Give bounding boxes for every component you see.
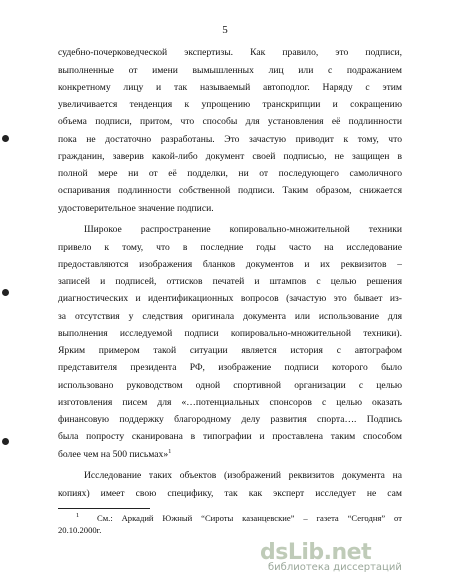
text-line: Ярким примером такой ситуации является история с автографом	[58, 345, 402, 356]
text-line: пока не достаточно разработаны. Это зачастую приводит к тому, что	[58, 134, 402, 145]
text-line: за отсутствия у следствия оригинала документа или использование для	[58, 311, 402, 322]
text-line: гражданин, заверив какой-либо документ своей подписью, не защищен в	[58, 151, 402, 162]
page-number: 5	[222, 24, 228, 36]
punch-hole-mark	[2, 438, 9, 445]
text-line: выполнения исследуемой подписи копировально-множительной техники).	[58, 328, 402, 339]
text-line: увеличивается тенденция к упрощению транскрипции и сокращению	[58, 99, 402, 110]
footnote-line	[76, 512, 402, 524]
text-line: объема подписи, притом, что способы для установления её подлинности	[58, 116, 402, 127]
watermark-logo: dsLib.net	[260, 540, 372, 565]
text-line: оспаривания подлинности собственной подписи. Таким образом, снижается	[58, 185, 402, 196]
text-line: выполненные от имени вымышленных лиц или с подражанием	[58, 65, 402, 76]
text-line: Широкое распространение копировально-множительной техники	[84, 224, 402, 235]
watermark-subtitle: библиотека диссертаций	[268, 562, 402, 573]
text-line	[58, 447, 402, 463]
text-line: диагностических и идентификационных вопросов (зачастую это бывает из-	[58, 293, 402, 304]
text-line: изготовления писем для «…потенциальных спонсоров с целью оказать	[58, 397, 402, 408]
text-line: была попросту сканирована в типографии и проставлена таким способом	[58, 431, 402, 442]
text-line: удостоверительное значение подписи.	[58, 203, 214, 214]
footnote-divider	[58, 508, 150, 509]
text-line: привело к тому, что в последние годы часто на исследование	[58, 242, 402, 253]
punch-hole-mark	[2, 135, 9, 142]
text-line: судебно-почерковедческой экспертизы. Как правило, это подписи,	[58, 47, 402, 58]
footnote-line: 20.10.2000г.	[58, 525, 102, 535]
text-line: предоставляются изображения бланков документов и их реквизитов –	[58, 259, 402, 270]
text-line: конкретному лицу и так называемый автоподлог. Наряду с этим	[58, 82, 402, 93]
footnote-reference: 1	[168, 447, 172, 455]
text-line: полной мере ни от её подделки, ни от последующего самоличного	[58, 168, 402, 179]
footnote-marker: 1	[76, 512, 80, 520]
text-line: использовано руководством одной спортивной организации с целью	[58, 380, 402, 391]
watermark	[260, 538, 440, 574]
text-line-content: более чем на 500 письмах»	[58, 449, 169, 460]
text-line: записей и подписей, оттисков печатей и штампов с целью решения	[58, 276, 402, 287]
text-line: финансовую поддержку благородному делу развития спорта…. Подпись	[58, 414, 402, 425]
text-line: копиях) имеет свою специфику, так как эксперт исследует не сам	[58, 488, 402, 499]
footnote-text: См.: Аркадий Южный “Сироты казанцевские” – газета “Сегодня” от	[97, 513, 402, 523]
punch-hole-mark	[2, 289, 9, 296]
text-line: Исследование таких объектов (изображений реквизитов документа на	[84, 470, 402, 481]
text-line: представителя президента РФ, изображение подписи которого было	[58, 362, 402, 373]
